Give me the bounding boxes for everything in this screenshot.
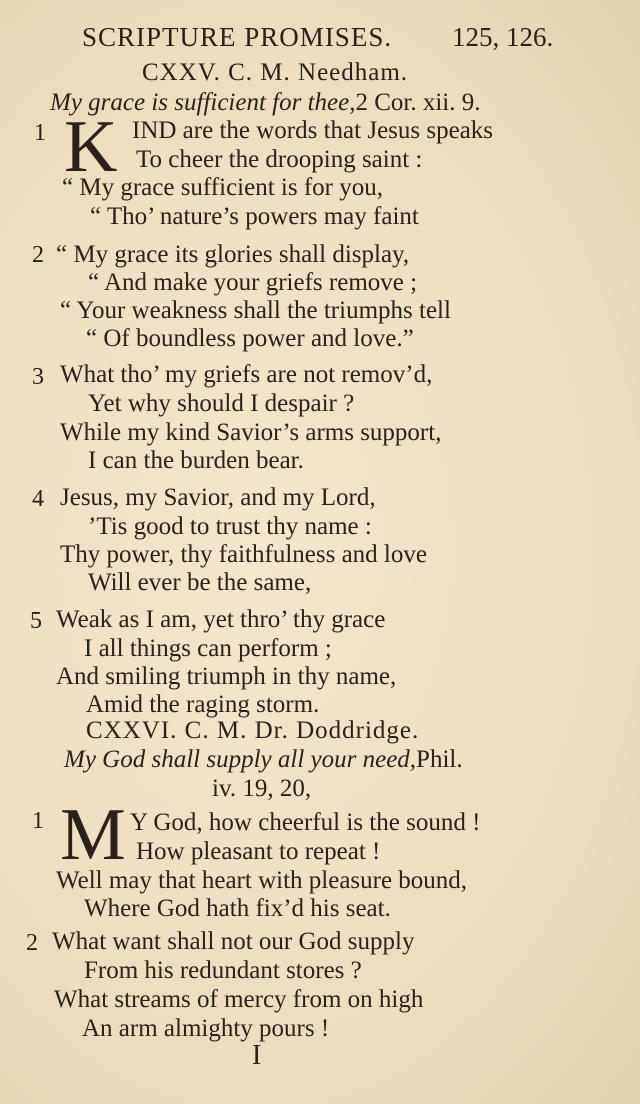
hymn-125-text-ref: 2 Cor. xii. 9.: [355, 89, 481, 116]
stanza-number: 2: [32, 242, 44, 268]
verse-line: Yet why should I despair ?: [88, 390, 355, 417]
verse-line: IND are the words that Jesus speaks: [132, 117, 494, 144]
hymn-126-text-ref: Phil.: [416, 746, 463, 773]
hymn-125-heading: CXXV. C. M. Needham.: [142, 59, 409, 86]
verse-line: What tho’ my griefs are not remov’d,: [60, 361, 433, 388]
stanza-number: 1: [32, 808, 44, 834]
page-numbers: 125, 126.: [452, 22, 554, 52]
verse-line: “ And make your griefs remove ;: [88, 269, 418, 296]
running-header: [82, 22, 554, 52]
verse-line: “ My grace its glories shall display,: [56, 241, 410, 268]
verse-line: “ Tho’ nature’s powers may faint: [90, 203, 419, 230]
stanza-number: 3: [32, 364, 44, 390]
verse-line: Jesus, my Savior, and my Lord,: [60, 484, 376, 511]
hymn-126-text-ref2: iv. 19, 20,: [212, 775, 312, 802]
verse-line: Weak as I am, yet thro’ thy grace: [56, 606, 386, 633]
verse-line: Amid the raging storm.: [86, 691, 320, 718]
verse-line: Thy power, thy faithfulness and love: [60, 541, 427, 568]
verse-line: What want shall not our God supply: [52, 928, 415, 955]
hymn-126-text-italic-a: My God: [64, 746, 146, 773]
drop-cap: M: [60, 794, 126, 876]
verse-line: ’Tis good to trust thy name :: [88, 513, 372, 540]
verse-line: From his redundant stores ?: [84, 957, 362, 984]
verse-line: Well may that heart with pleasure bound,: [56, 867, 468, 894]
hymn-125-text-italic: My grace is sufficient for thee,: [50, 89, 356, 116]
verse-line: I all things can perform ;: [84, 635, 332, 662]
drop-cap: K: [64, 106, 118, 188]
verse-line: Where God hath fix’d his seat.: [84, 895, 391, 922]
stanza-number: 2: [26, 930, 38, 956]
stanza-number: 1: [34, 120, 46, 146]
hymn-126-heading: CXXVI. C. M. Dr. Doddridge.: [86, 717, 420, 744]
verse-line: “ Of boundless power and love.”: [86, 325, 414, 352]
verse-line: Y God, how cheerful is the sound !: [130, 809, 481, 836]
verse-line: An arm almighty pours !: [82, 1015, 330, 1042]
verse-line: I can the burden bear.: [88, 447, 304, 474]
verse-line: “ Your weakness shall the triumphs tell: [60, 297, 451, 324]
verse-line: And smiling triumph in thy name,: [56, 663, 397, 690]
verse-line: To cheer the drooping saint :: [136, 146, 423, 173]
stanza-number: 5: [30, 608, 42, 634]
catchword: I: [252, 1040, 262, 1071]
verse-line: “ My grace sufficient is for you,: [62, 174, 383, 201]
verse-line: While my kind Savior’s arms support,: [60, 419, 442, 446]
hymn-126-text-italic-b: shall supply all your need,: [151, 746, 417, 773]
hymn-126-text: [64, 745, 463, 775]
stanza-number: 4: [32, 486, 44, 512]
verse-line: Will ever be the same,: [88, 569, 312, 596]
verse-line: What streams of mercy from on high: [54, 986, 424, 1013]
header-title: SCRIPTURE PROMISES.: [82, 22, 393, 52]
verse-line: How pleasant to repeat !: [136, 838, 381, 865]
